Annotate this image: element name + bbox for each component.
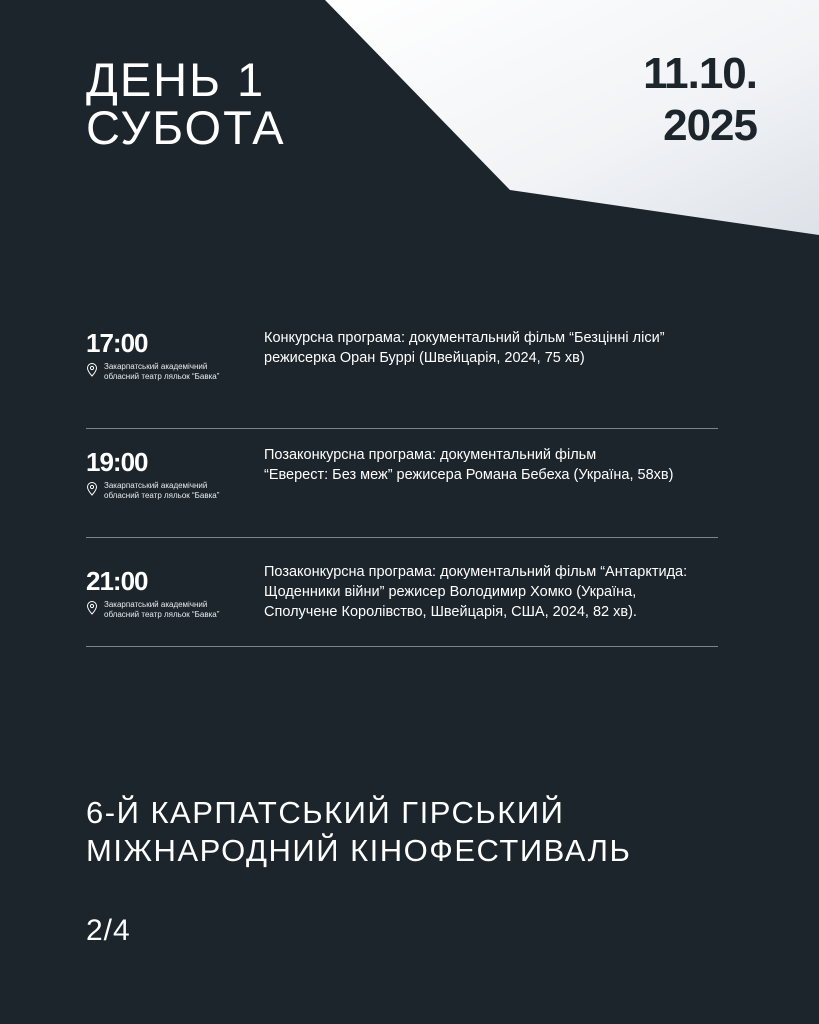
festival-title <box>86 794 631 870</box>
schedule-list <box>86 320 718 647</box>
schedule-item <box>86 429 718 538</box>
description-line: Позаконкурсна програма: документальний фільм <box>264 447 597 463</box>
venue-line: обласний театр ляльок “Бавка” <box>104 610 220 619</box>
schedule-item <box>86 538 718 647</box>
festival-title-line: 6-Й КАРПАТСЬКИЙ ГІРСЬКИЙ <box>86 795 565 830</box>
event-description <box>264 562 734 622</box>
event-time: 19:00 <box>86 447 148 477</box>
schedule-item <box>86 320 718 429</box>
event-venue <box>86 362 244 382</box>
event-time: 21:00 <box>86 566 148 596</box>
location-pin-icon <box>86 363 98 377</box>
event-description <box>264 445 734 485</box>
event-date <box>643 48 757 152</box>
venue-line: Закарпатський академічний <box>104 362 208 371</box>
day-title <box>86 53 286 154</box>
location-pin-icon <box>86 482 98 496</box>
description-line: Щоденники війни” режисер Володимир Хомко (Україна, <box>264 584 637 600</box>
venue-line: обласний театр ляльок “Бавка” <box>104 491 220 500</box>
venue-line: Закарпатський академічний <box>104 481 208 490</box>
description-line: Сполучене Королівство, Швейцарія, США, 2024, 82 хв). <box>264 604 637 620</box>
weekday: СУБОТА <box>86 101 286 154</box>
date-year: 2025 <box>663 101 757 150</box>
date-day-month: 11.10. <box>643 49 757 98</box>
event-venue <box>86 600 244 620</box>
location-pin-icon <box>86 601 98 615</box>
event-time: 17:00 <box>86 328 148 358</box>
day-number: ДЕНЬ 1 <box>86 53 266 106</box>
page-indicator: 2/4 <box>86 914 131 947</box>
venue-line: обласний театр ляльок “Бавка” <box>104 372 220 381</box>
venue-line: Закарпатський академічний <box>104 600 208 609</box>
event-venue <box>86 481 244 501</box>
description-line: Позаконкурсна програма: документальний фільм “Антарктида: <box>264 564 688 580</box>
event-description <box>264 328 734 368</box>
festival-title-line: МІЖНАРОДНИЙ КІНОФЕСТИВАЛЬ <box>86 833 632 868</box>
description-line: Конкурсна програма: документальний фільм “Безцінні ліси” <box>264 330 665 346</box>
description-line: режисерка Оран Буррі (Швейцарія, 2024, 75 хв) <box>264 350 585 366</box>
description-line: “Еверест: Без меж” режисера Романа Бебеха (Україна, 58хв) <box>264 467 674 483</box>
